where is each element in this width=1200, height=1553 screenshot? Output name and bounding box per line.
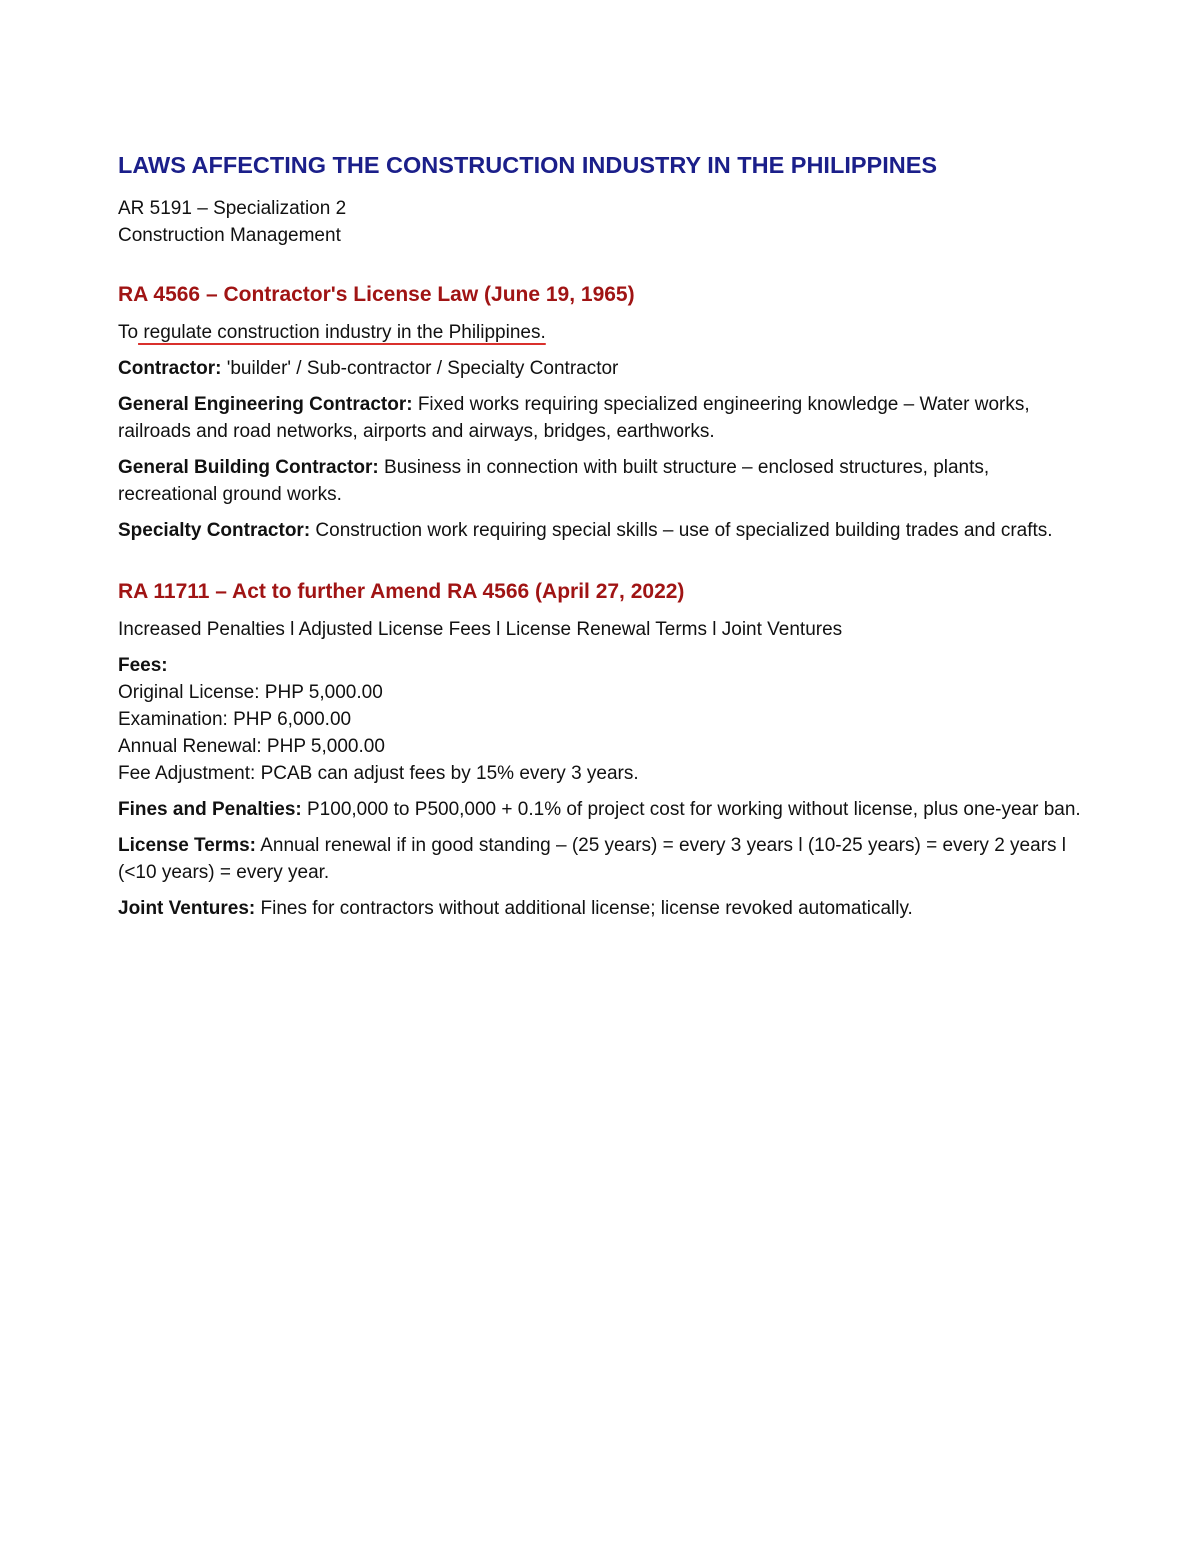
fines-and-penalties xyxy=(118,796,1093,823)
fee-line: Original License: PHP 5,000.00 xyxy=(118,682,383,703)
section-heading xyxy=(118,580,1093,604)
fees-block xyxy=(118,652,1093,787)
definition-text: 'builder' / Sub-contractor / Specialty Contractor xyxy=(221,358,619,379)
fees-label-text: Fees: xyxy=(118,655,168,676)
item-text: Annual renewal if in good standing – (25 years) = every 3 years l (10-25 years) = every 2 years l (<10 years) = every year. xyxy=(118,835,1067,883)
definition-label: General Building Contractor: xyxy=(118,457,379,478)
joint-ventures xyxy=(118,895,1093,922)
definition-label: Contractor: xyxy=(118,358,222,379)
item-label: Joint Ventures: xyxy=(118,898,256,919)
definition-label: Specialty Contractor: xyxy=(118,520,311,541)
item-label: Fines and Penalties: xyxy=(118,799,302,820)
item-text: P100,000 to P500,000 + 0.1% of project cost for working without license, plus one-year ban. xyxy=(301,799,1081,820)
section-ra-4566 xyxy=(118,283,1093,544)
intro-underlined-text: regulate construction industry in the Philippines. xyxy=(138,322,546,343)
fee-line: Fee Adjustment: PCAB can adjust fees by 15% every 3 years. xyxy=(118,763,639,784)
subject-line: Construction Management xyxy=(118,225,341,246)
intro-prefix: To xyxy=(118,322,139,343)
definition-text: Business in connection with built structure – enclosed structures, plants, recreational ground works. xyxy=(118,457,990,505)
definition-label: General Engineering Contractor: xyxy=(118,394,413,415)
fee-line: Annual Renewal: PHP 5,000.00 xyxy=(118,736,385,757)
section-heading xyxy=(118,283,1093,307)
item-text: Fines for contractors without additional license; license revoked automatically. xyxy=(255,898,913,919)
law-code: RA 4566 xyxy=(118,283,201,306)
definition-general-engineering xyxy=(118,391,1093,445)
document-page xyxy=(118,152,1093,922)
definition-general-building xyxy=(118,454,1093,508)
intro-paragraph xyxy=(118,319,1093,346)
law-title: – Contractor's License Law (June 19, 1965) xyxy=(200,283,635,306)
definition-specialty xyxy=(118,517,1093,544)
amendment-summary: Increased Penalties l Adjusted License Fees l License Renewal Terms l Joint Ventures xyxy=(118,619,843,640)
definition-text: Fixed works requiring specialized engineering knowledge – Water works, railroads and road networks, airports and airways, bridges, earthworks. xyxy=(118,394,1030,442)
definition-text: Construction work requiring special skills – use of specialized building trades and crafts. xyxy=(310,520,1053,541)
license-terms xyxy=(118,832,1093,886)
course-line: AR 5191 – Specialization 2 xyxy=(118,198,347,219)
definition-contractor xyxy=(118,355,1093,382)
law-code: RA 11711 xyxy=(118,580,210,603)
section-ra-11711 xyxy=(118,580,1093,922)
document-title: LAWS AFFECTING THE CONSTRUCTION INDUSTRY IN THE PHILIPPINES xyxy=(118,152,938,178)
fee-line: Examination: PHP 6,000.00 xyxy=(118,709,352,730)
law-title: – Act to further Amend RA 4566 (April 27, 2022) xyxy=(209,580,685,603)
fees-label xyxy=(118,652,1093,679)
item-label: License Terms: xyxy=(118,835,256,856)
